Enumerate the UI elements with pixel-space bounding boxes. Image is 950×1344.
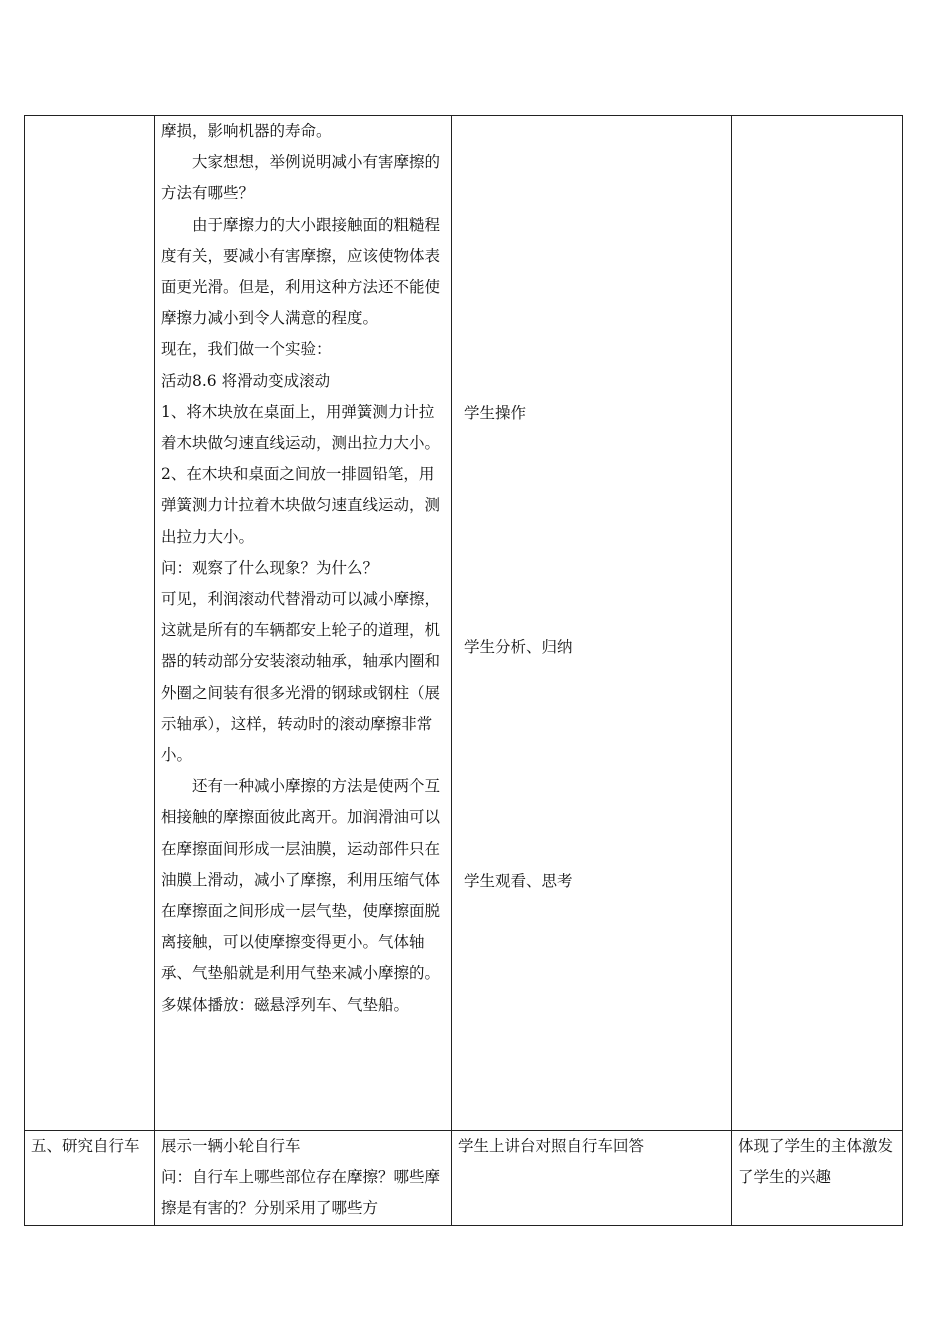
student-note: 学生操作 [464, 404, 527, 422]
paragraph: 还有一种减小摩擦的方法是使两个互相接触的摩擦面彼此离开。加润滑油可以在摩擦面间形成一层油膜，运动部件只在油膜上滑动，减小了摩擦，利用压缩气体在摩擦面之间形成一层气垫，使摩擦面脱离接触，可以使摩擦变得更小。气体轴承、气垫船就是利用气垫来减小摩擦的。 [161, 777, 441, 983]
paragraph: 问：观察了什么现象？为什么？ [161, 558, 379, 577]
stage-cell: 五、研究自行车 [25, 1131, 155, 1226]
table-row [25, 1131, 903, 1226]
table-row [25, 116, 903, 1131]
paragraph: 现在，我们做一个实验： [161, 340, 332, 359]
paragraph: 由于摩擦力的大小跟接触面的粗糙程度有关，要减小有害摩擦，应该使物体表面更光滑。但是，利用这种方法还不能使摩擦力减小到令人满意的程度。 [161, 215, 441, 328]
paragraph: 可见，利润滚动代替滑动可以减小摩擦，这就是所有的车辆都安上轮子的道理，机器的转动部分安装滚动轴承，轴承内圈和外圈之间装有很多光滑的钢球或钢柱（展示轴承），这样，转动时的滚动摩擦非常小。 [161, 590, 441, 765]
lesson-plan-table [24, 115, 903, 1226]
student-note: 学生观看、思考 [464, 872, 573, 890]
paragraph: 摩损，影响机器的寿命。 [161, 122, 332, 140]
student-note: 学生分析、归纳 [464, 638, 573, 656]
paragraph: 1、将木块放在桌面上，用弹簧测力计拉着木块做匀速直线运动，测出拉力大小。 [161, 402, 441, 453]
teacher-activity-cell [155, 1131, 452, 1226]
paragraph: 2、在木块和桌面之间放一排圆铅笔，用弹簧测力计拉着木块做匀速直线运动，测出拉力大小。 [161, 465, 441, 546]
paragraph: 问：自行车上哪些部位存在摩擦？哪些摩擦是有害的？分别采用了哪些方 [161, 1168, 441, 1218]
teacher-activity-cell [155, 116, 452, 1131]
paragraph: 大家想想，举例说明减小有害摩擦的方法有哪些？ [161, 153, 441, 203]
paragraph: 多媒体播放：磁悬浮列车、气垫船。 [161, 995, 410, 1014]
design-intent-cell: 体现了学生的主体激发了学生的兴趣 [732, 1131, 903, 1226]
design-intent-cell [732, 116, 903, 1131]
student-activity-cell: 学生上讲台对照自行车回答 [452, 1131, 732, 1226]
stage-cell [25, 116, 155, 1131]
paragraph: 活动8.6 将滑动变成滚动 [161, 371, 331, 390]
paragraph: 展示一辆小轮自行车 [161, 1137, 301, 1155]
student-activity-cell [452, 116, 732, 1131]
